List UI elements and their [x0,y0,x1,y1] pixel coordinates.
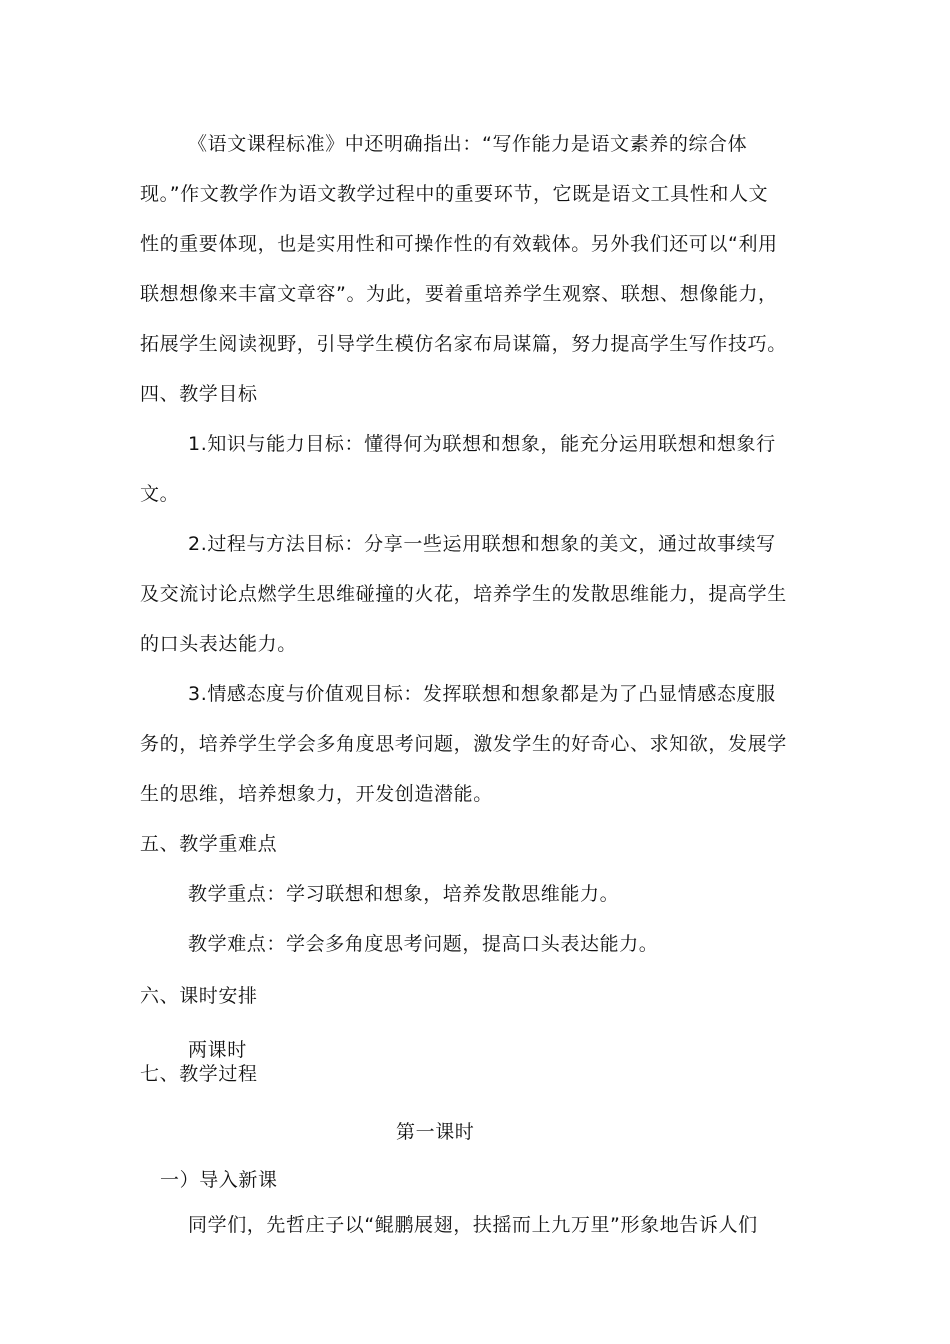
difficult-point: 教学难点：学会多角度思考问题，提高口头表达能力。 [188,933,659,955]
subheading-intro: 一）导入新课 [160,1169,278,1191]
goal2-line-1: 2.过程与方法目标：分享一些运用联想和想象的美文，通过故事续写 [188,533,776,555]
goal2-line-2: 及交流讨论点燃学生思维碰撞的火花，培养学生的发散思维能力，提高学生 [140,583,787,605]
section6-heading: 六、课时安排 [140,985,258,1007]
intro-line-4: 联想想像来丰富文章容”。为此，要着重培养学生观察、联想、想像能力， [140,283,778,305]
goal3-line-1: 3.情感态度与价值观目标：发挥联想和想象都是为了凸显情感态度服 [188,683,776,705]
lesson-title: 第一课时 [396,1121,475,1143]
key-point: 教学重点：学习联想和想象，培养发散思维能力。 [188,883,620,905]
intro-line-5: 拓展学生阅读视野，引导学生模仿名家布局谋篇，努力提高学生写作技巧。 [140,333,787,355]
intro-paragraph-line: 同学们，先哲庄子以“鲲鹏展翅，扶摇而上九万里”形象地告诉人们 [188,1214,758,1236]
goal1-line-2: 文。 [140,483,180,505]
section5-heading: 五、教学重难点 [140,833,278,855]
section4-heading: 四、教学目标 [140,383,258,405]
section7-heading: 七、教学过程 [140,1063,258,1085]
goal2-line-3: 的口头表达能力。 [140,633,297,655]
intro-line-1: 《语文课程标准》中还明确指出：“写作能力是语文素养的综合体 [188,133,748,155]
goal3-line-2: 务的，培养学生学会多角度思考问题，激发学生的好奇心、求知欲，发展学 [140,733,787,755]
goal3-line-3: 生的思维，培养想象力，开发创造潜能。 [140,783,493,805]
intro-line-3: 性的重要体现，也是实用性和可操作性的有效载体。另外我们还可以“利用 [140,233,778,255]
goal1-line-1: 1.知识与能力目标：懂得何为联想和想象，能充分运用联想和想象行 [188,433,776,455]
intro-line-2: 现。”作文教学作为语文教学过程中的重要环节，它既是语文工具性和人文 [140,183,769,205]
lesson-count: 两课时 [188,1039,247,1061]
